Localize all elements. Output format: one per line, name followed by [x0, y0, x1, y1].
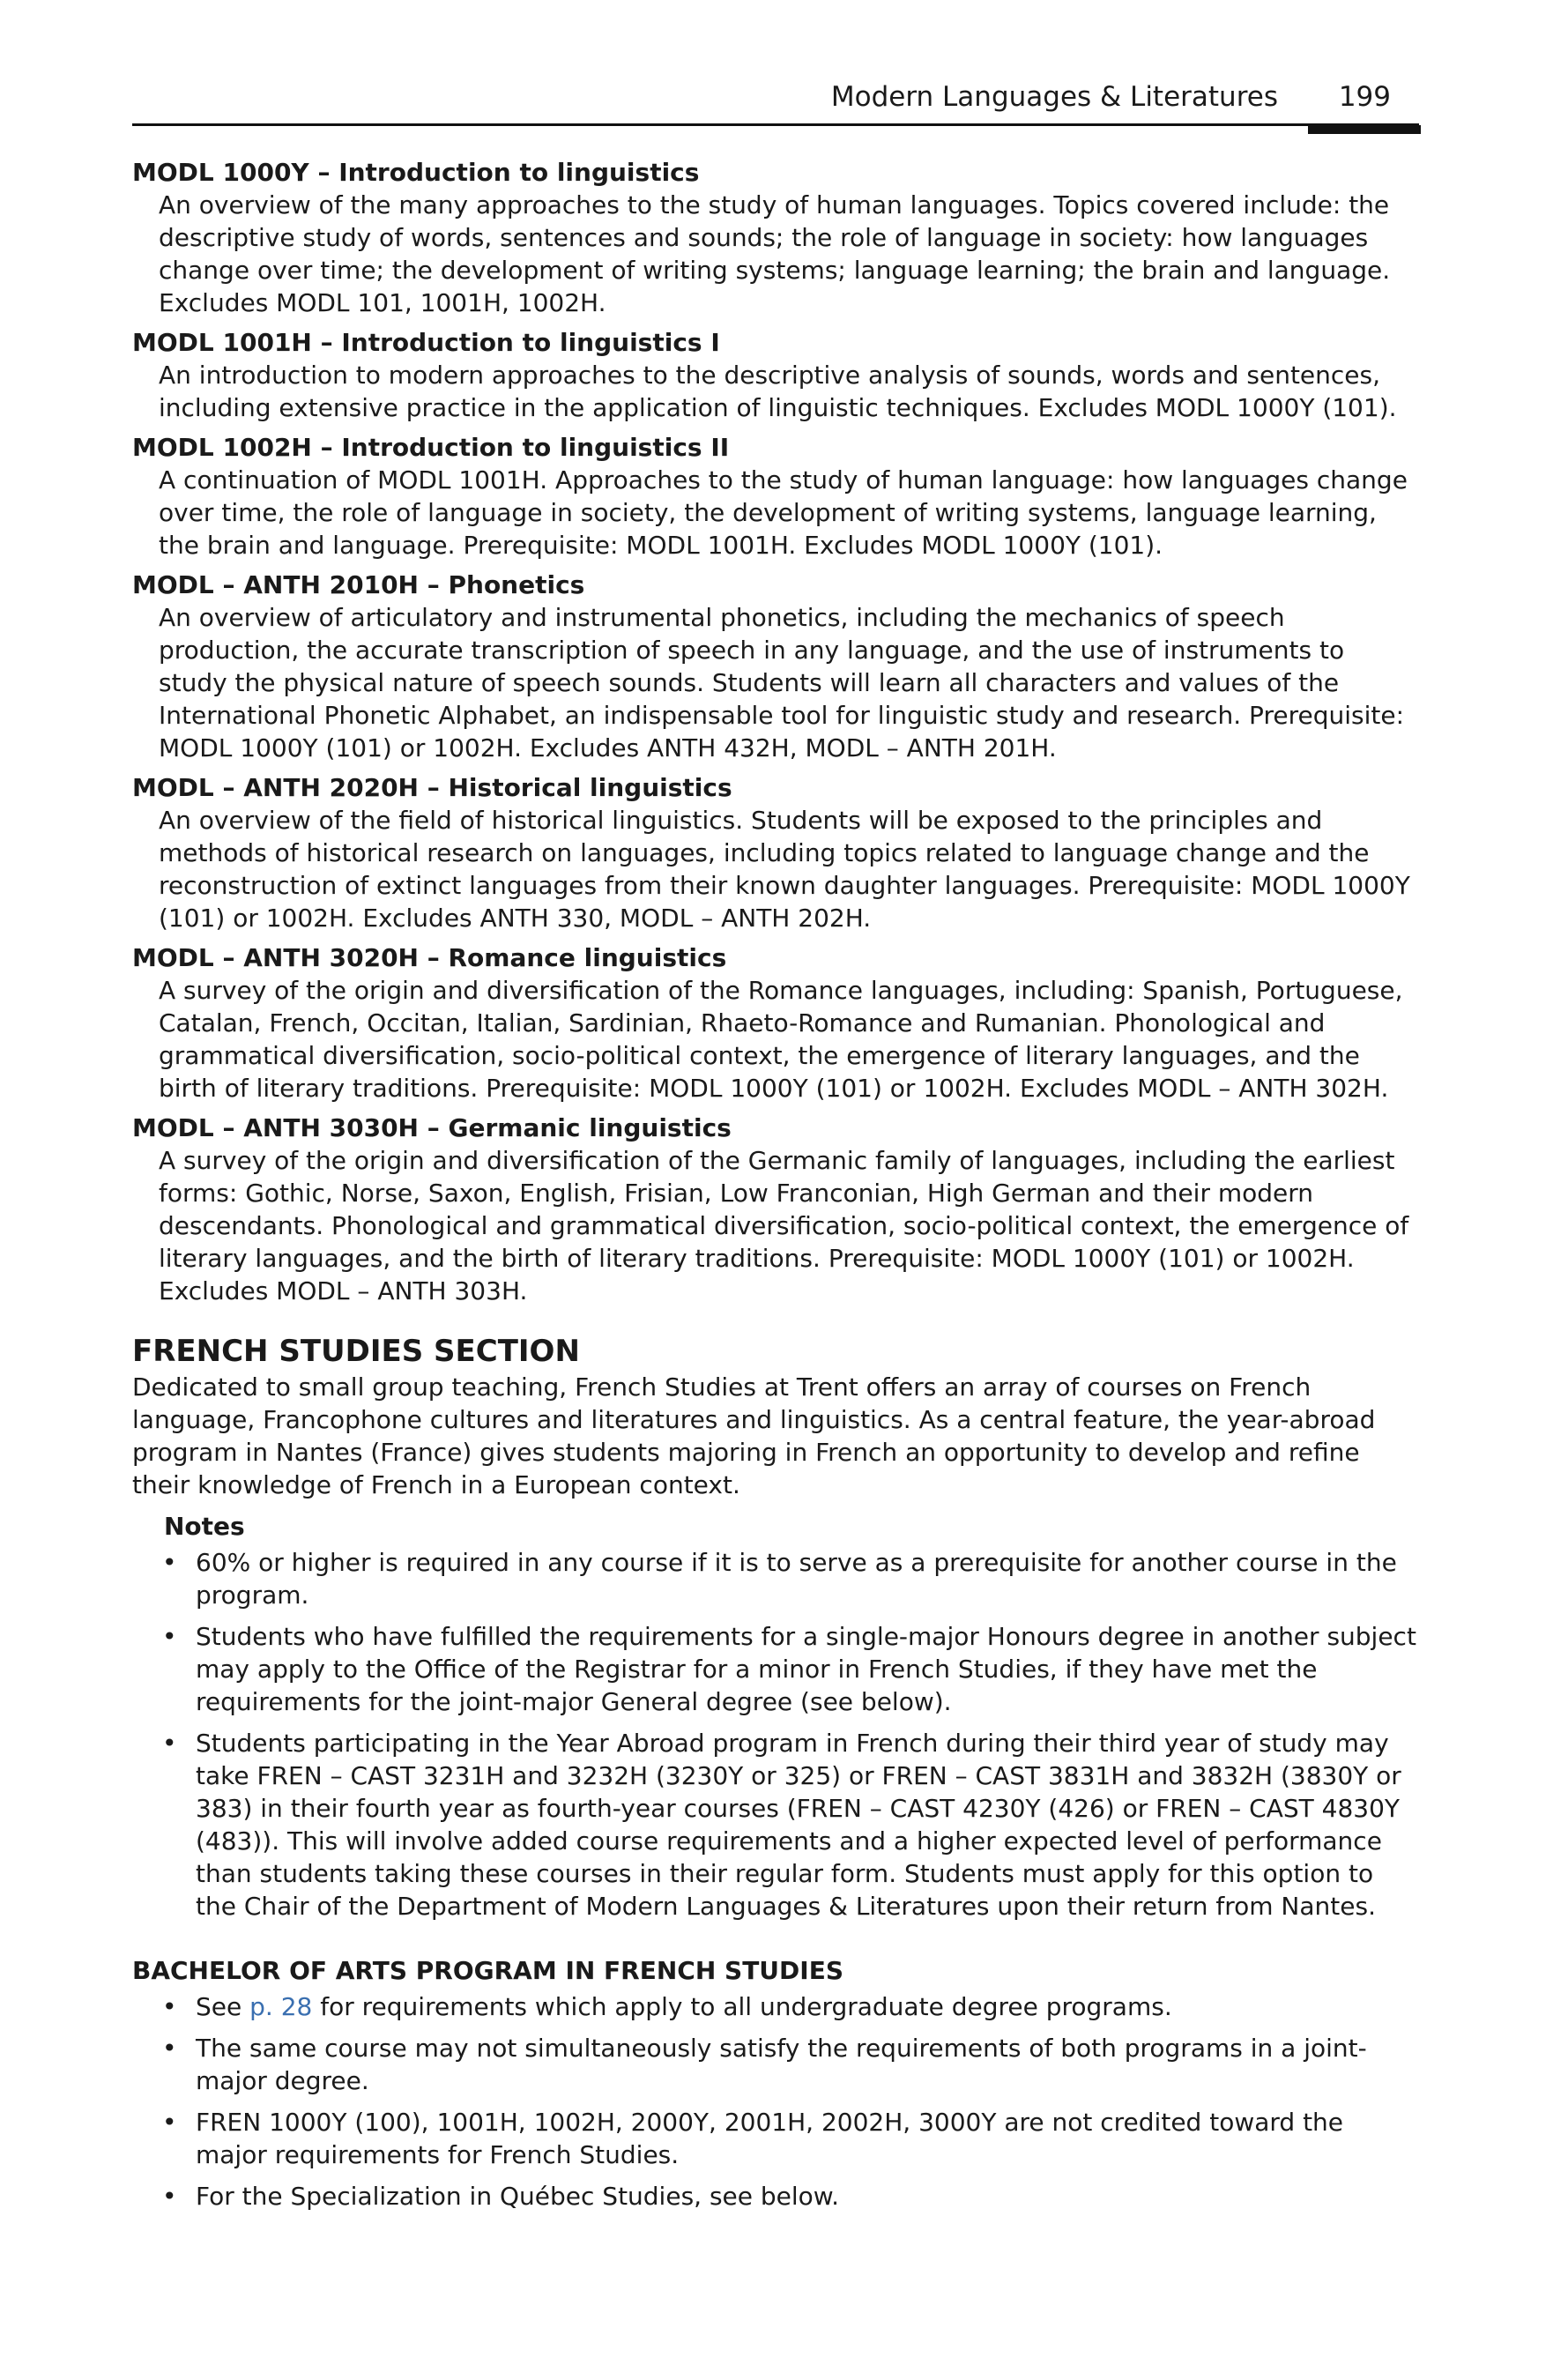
list-item [132, 2180, 1419, 2213]
bullet-icon: • [162, 2182, 177, 2211]
course-entry [132, 1112, 1419, 1307]
course-description: A continuation of MODL 1001H. Approaches to the study of human language: how languages change over time, the role of language in society, the development of writing systems, language learning, the brain and language. Prerequisite: MODL 1001H. Excludes MODL 1000Y (101). [159, 465, 1408, 560]
course-title: MODL 1002H – Introduction to linguistics II [132, 433, 730, 462]
course-description: An overview of articulatory and instrumental phonetics, including the mechanics of speech production, the accurate transcription of speech in any language, and the use of instruments to study the physical nature of speech sounds. Students will learn all characters and values of the International Phonetic Alphabet, an indispensable tool for linguistic study and research. Prerequisite: MODL 1000Y (101) or 1002H. Excludes ANTH 432H, MODL – ANTH 201H. [159, 603, 1405, 762]
course-description: An overview of the field of historical linguistics. Students will be exposed to the principles and methods of historical research on languages, including topics related to language change and the reconstruction of extinct languages from their known daughter languages. Prerequisite: MODL 1000Y (101) or 1002H. Excludes ANTH 330, MODL – ANTH 202H. [159, 806, 1410, 933]
calendar-page [132, 79, 1419, 2221]
running-header [132, 79, 1419, 126]
list-item [132, 1620, 1419, 1718]
ba-requirements-list [132, 1990, 1419, 2213]
french-studies-intro: Dedicated to small group teaching, French Studies at Trent offers an array of courses on French language, Francophone cultures and literatures and linguistics. As a central feature, the year-abroad program in Nantes (France) gives students majoring in French an opportunity to develop and refine their knowledge of French in a European context. [132, 1372, 1376, 1499]
bullet-icon: • [162, 1992, 177, 2021]
requirement-text: The same course may not simultaneously satisfy the requirements of both programs in a joint-major degree. [196, 2034, 1367, 2095]
course-entry [132, 771, 1419, 934]
course-entry [132, 156, 1419, 319]
course-title: MODL – ANTH 3020H – Romance linguistics [132, 943, 727, 972]
course-list [132, 156, 1419, 1307]
requirement-text: FREN 1000Y (100), 1001H, 1002H, 2000Y, 2001H, 2002H, 3000Y are not credited toward the major requirements for French Studies. [196, 2108, 1344, 2169]
course-title: MODL 1001H – Introduction to linguistics I [132, 328, 720, 357]
bullet-icon: • [162, 1548, 177, 1577]
list-item [132, 1546, 1419, 1611]
course-entry [132, 941, 1419, 1104]
course-title: MODL – ANTH 3030H – Germanic linguistics [132, 1113, 732, 1142]
course-description: A survey of the origin and diversification of the Germanic family of languages, including the earliest forms: Gothic, Norse, Saxon, English, Frisian, Low Franconian, High German and their modern descendants. Phonological and grammatical diversification, socio-political context, the emergence of literary languages, and the birth of literary traditions. Prerequisite: MODL 1000Y (101) or 1002H. Excludes MODL – ANTH 303H. [159, 1146, 1409, 1305]
bullet-icon: • [162, 1622, 177, 1651]
bullet-icon: • [162, 2108, 177, 2137]
course-entry [132, 326, 1419, 424]
page-tab-bar [1308, 125, 1421, 134]
note-text: Students participating in the Year Abroad program in French during their third year of study may take FREN – CAST 3231H and 3232H (3230Y or 325) or FREN – CAST 3831H and 3832H (3830Y or 383) in their fourth year as fourth-year courses (FREN – CAST 4230Y (426) or FREN – CAST 4830Y (483)). This will involve added course requirements and a higher expected level of performance than students taking these courses in their regular form. Students must apply for this option to the Chair of the Department of Modern Languages & Literatures upon their return from Nantes. [196, 1729, 1401, 1921]
course-description: An introduction to modern approaches to the descriptive analysis of sounds, words and sentences, including extensive practice in the application of linguistic techniques. Excludes MODL 1000Y (101). [159, 361, 1397, 422]
course-title: MODL 1000Y – Introduction to linguistics [132, 158, 700, 187]
page-reference-link[interactable]: p. 28 [249, 1992, 313, 2021]
requirement-text: For the Specialization in Québec Studies, see below. [196, 2182, 840, 2211]
list-item [132, 1727, 1419, 1923]
notes-list [132, 1546, 1419, 1923]
course-description: A survey of the origin and diversification of the Romance languages, including: Spanish, Portuguese, Catalan, French, Occitan, Italian, Sardinian, Rhaeto-Romance and Rumanian. Phonological and grammatical diversification, socio-political context, the emergence of literary languages, and the birth of literary traditions. Prerequisite: MODL 1000Y (101) or 1002H. Excludes MODL – ANTH 302H. [159, 976, 1403, 1103]
page-number: 199 [1338, 81, 1391, 113]
course-title: MODL – ANTH 2010H – Phonetics [132, 570, 585, 599]
course-entry [132, 431, 1419, 562]
list-item [132, 2032, 1419, 2097]
list-item [132, 2106, 1419, 2171]
course-title: MODL – ANTH 2020H – Historical linguistics [132, 773, 732, 802]
ba-program-heading: BACHELOR OF ARTS PROGRAM IN FRENCH STUDIES [132, 1956, 843, 1985]
requirement-prefix: See [196, 1992, 250, 2021]
section-title: Modern Languages & Literatures [830, 81, 1278, 113]
bullet-icon: • [162, 2034, 177, 2063]
note-text: 60% or higher is required in any course if it is to serve as a prerequisite for another course in the program. [196, 1548, 1397, 1610]
course-description: An overview of the many approaches to the study of human languages. Topics covered include: the descriptive study of words, sentences and sounds; the role of language in society: how languages change over time; the development of writing systems; language learning; the brain and language. Excludes MODL 101, 1001H, 1002H. [159, 190, 1391, 317]
note-text: Students who have fulfilled the requirements for a single-major Honours degree in another subject may apply to the Office of the Registrar for a minor in French Studies, if they have met the requirements for the joint-major General degree (see below). [196, 1622, 1416, 1716]
notes-heading: Notes [164, 1512, 245, 1541]
bullet-icon: • [162, 1729, 177, 1758]
french-studies-heading: FRENCH STUDIES SECTION [132, 1334, 580, 1369]
requirement-suffix: for requirements which apply to all undergraduate degree programs. [312, 1992, 1172, 2021]
list-item [132, 1990, 1419, 2023]
course-entry [132, 569, 1419, 764]
